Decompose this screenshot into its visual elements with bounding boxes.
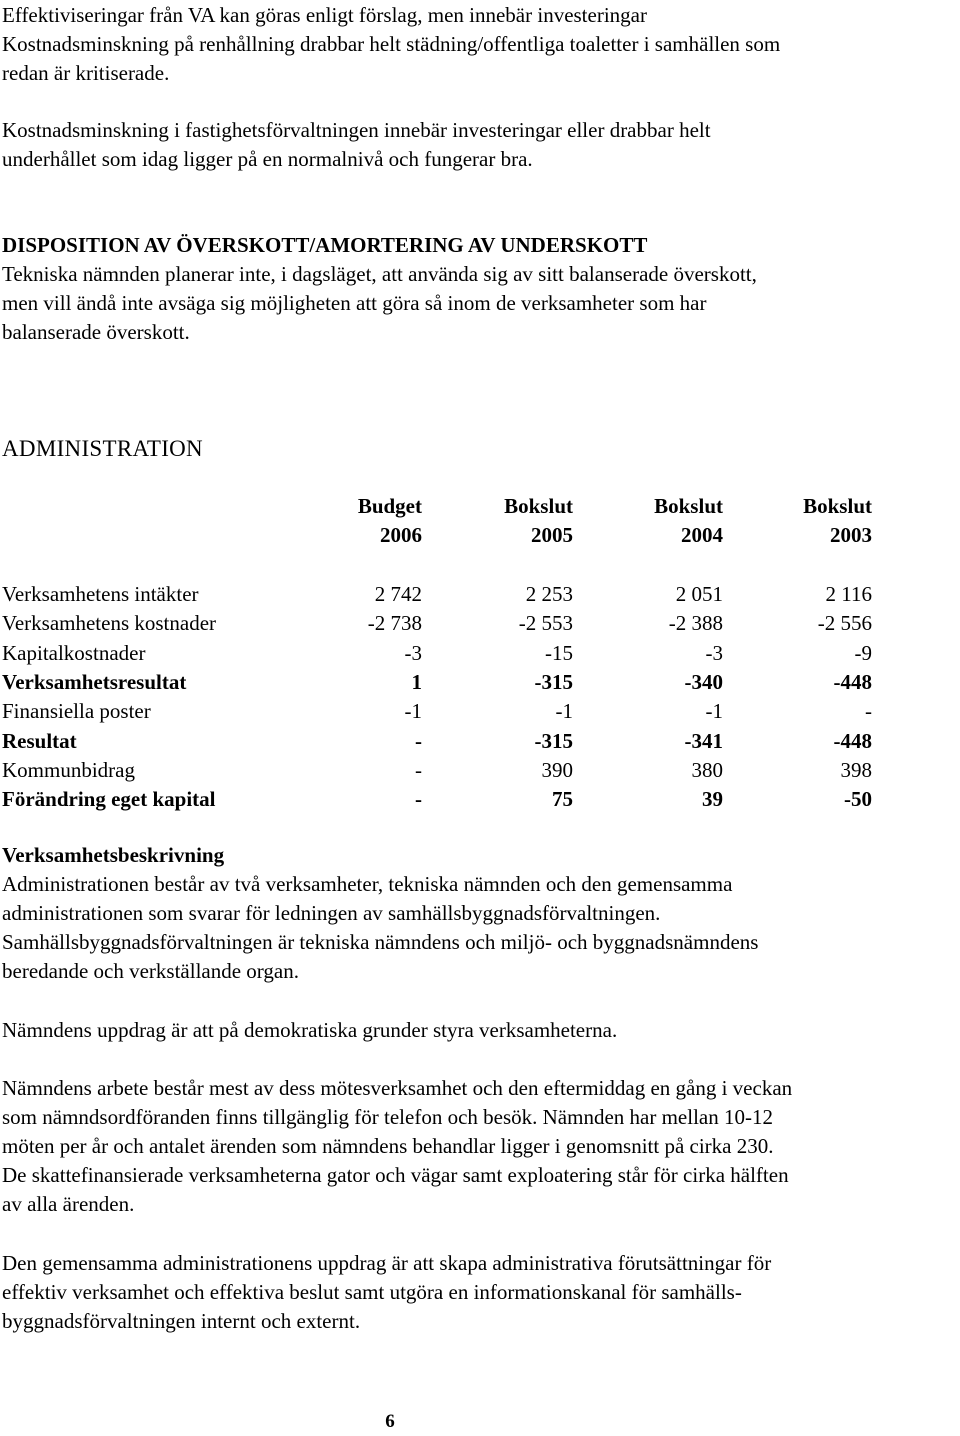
row-label: Kapitalkostnader <box>2 641 146 665</box>
row-label: Verksamhetens kostnader <box>2 611 217 635</box>
cell: -2 553 <box>518 611 573 635</box>
table-row <box>2 756 872 785</box>
verksamhetsbeskrivning-section <box>2 841 952 986</box>
cell: -340 <box>684 670 723 694</box>
text-line: underhållet som idag ligger på en normalnivå och fungerar bra. <box>2 147 533 171</box>
row-label: Resultat <box>2 729 77 753</box>
text-line: av alla ärenden. <box>2 1192 135 1216</box>
cell: -9 <box>854 641 872 665</box>
text-line: men vill ändå inte avsäga sig möjligheten att göra så inom de verksamheter som har <box>2 291 707 315</box>
cell: - <box>865 699 872 723</box>
administration-heading: ADMINISTRATION <box>2 436 203 461</box>
cell: - <box>415 787 422 811</box>
text-line: Den gemensamma administrationens uppdrag är att skapa administrativa förutsättningar för <box>2 1251 772 1275</box>
cell: -3 <box>705 641 723 665</box>
cell: - <box>415 729 422 753</box>
cell: - <box>415 758 422 782</box>
text-line: beredande och verkställande organ. <box>2 959 299 983</box>
column-year: 2003 <box>830 523 872 547</box>
cell: -3 <box>404 641 422 665</box>
cell: 390 <box>541 758 573 782</box>
row-label: Finansiella poster <box>2 699 151 723</box>
table-row-total <box>2 727 872 756</box>
table-header-row <box>2 492 872 521</box>
intro-paragraph-1 <box>2 1 952 88</box>
section-heading: Verksamhetsbeskrivning <box>2 843 225 867</box>
cell: 39 <box>702 787 723 811</box>
text-line: som nämndsordföranden finns tillgänglig för telefon och besök. Nämnden har mellan 10-12 <box>2 1105 773 1129</box>
cell: -315 <box>534 729 573 753</box>
text-line: byggnadsförvaltningen internt och externt. <box>2 1309 361 1333</box>
text-line: Tekniska nämnden planerar inte, i dagsläget, att använda sig av sitt balanserade överskott, <box>2 262 757 286</box>
text-line: Nämndens uppdrag är att på demokratiska grunder styra verksamheterna. <box>2 1018 618 1042</box>
text-line: möten per år och antalet ärenden som nämndens behandlar ligger i genomsnitt på cirka 230. <box>2 1134 774 1158</box>
cell: 2 051 <box>675 582 723 606</box>
table-row <box>2 697 872 726</box>
cell: -2 738 <box>367 611 422 635</box>
cell: -1 <box>705 699 723 723</box>
text-line: Kostnadsminskning på renhållning drabbar helt städning/offentliga toaletter i samhällen som <box>2 32 781 56</box>
disposition-heading: DISPOSITION AV ÖVERSKOTT/AMORTERING AV UNDERSKOTT <box>2 233 648 257</box>
cell: -448 <box>833 729 872 753</box>
table-row-total <box>2 785 872 814</box>
text-line: redan är kritiserade. <box>2 61 170 85</box>
cell: -50 <box>844 787 872 811</box>
page-number: 6 <box>385 1411 395 1432</box>
cell: 2 253 <box>525 582 573 606</box>
cell: -315 <box>534 670 573 694</box>
paragraph-arbete <box>2 1074 952 1219</box>
cell: -341 <box>684 729 723 753</box>
cell: 75 <box>552 787 573 811</box>
row-label: Verksamhetens intäkter <box>2 582 199 606</box>
row-label: Verksamhetsresultat <box>2 670 187 694</box>
cell: 2 742 <box>374 582 422 606</box>
row-label: Kommunbidrag <box>2 758 135 782</box>
cell: 1 <box>411 670 422 694</box>
cell: -2 556 <box>817 611 872 635</box>
cell: 380 <box>691 758 723 782</box>
text-line: De skattefinansierade verksamheterna gator och vägar samt exploatering står för cirka hälften <box>2 1163 789 1187</box>
column-header: Bokslut <box>654 494 723 518</box>
table-row <box>2 580 872 609</box>
text-line: Kostnadsminskning i fastighetsförvaltningen innebär investeringar eller drabbar helt <box>2 118 711 142</box>
table-row <box>2 609 872 638</box>
text-line: effektiv verksamhet och effektiva beslut samt utgöra en informationskanal för samhälls- <box>2 1280 742 1304</box>
cell: -448 <box>833 670 872 694</box>
text-line: Nämndens arbete består mest av dess mötesverksamhet och den eftermiddag en gång i veckan <box>2 1076 793 1100</box>
column-year: 2005 <box>531 523 573 547</box>
column-year: 2004 <box>681 523 723 547</box>
column-header: Budget <box>357 494 422 518</box>
column-header: Bokslut <box>803 494 872 518</box>
text-line: balanserade överskott. <box>2 320 190 344</box>
table-row-total <box>2 668 872 697</box>
cell: -1 <box>555 699 573 723</box>
cell: 2 116 <box>825 582 872 606</box>
cell: -15 <box>545 641 573 665</box>
table-row <box>2 639 872 668</box>
text-line: administrationen som svarar för ledningen av samhällsbyggnadsförvaltningen. <box>2 901 661 925</box>
text-line: Effektiviseringar från VA kan göras enligt förslag, men innebär investeringar <box>2 3 647 27</box>
cell: 398 <box>840 758 872 782</box>
cell: -2 388 <box>668 611 723 635</box>
disposition-section <box>2 231 952 347</box>
text-line: Administrationen består av två verksamheter, tekniska nämnden och den gemensamma <box>2 872 733 896</box>
paragraph-gemensamma <box>2 1249 952 1336</box>
row-label: Förändring eget kapital <box>2 787 216 811</box>
paragraph-uppdrag <box>2 1016 952 1045</box>
text-line: Samhällsbyggnadsförvaltningen är tekniska nämndens och miljö- och byggnadsnämndens <box>2 930 759 954</box>
column-year: 2006 <box>380 523 422 547</box>
table-header-year-row <box>2 521 872 550</box>
column-header: Bokslut <box>504 494 573 518</box>
cell: -1 <box>404 699 422 723</box>
intro-paragraph-2 <box>2 116 952 174</box>
